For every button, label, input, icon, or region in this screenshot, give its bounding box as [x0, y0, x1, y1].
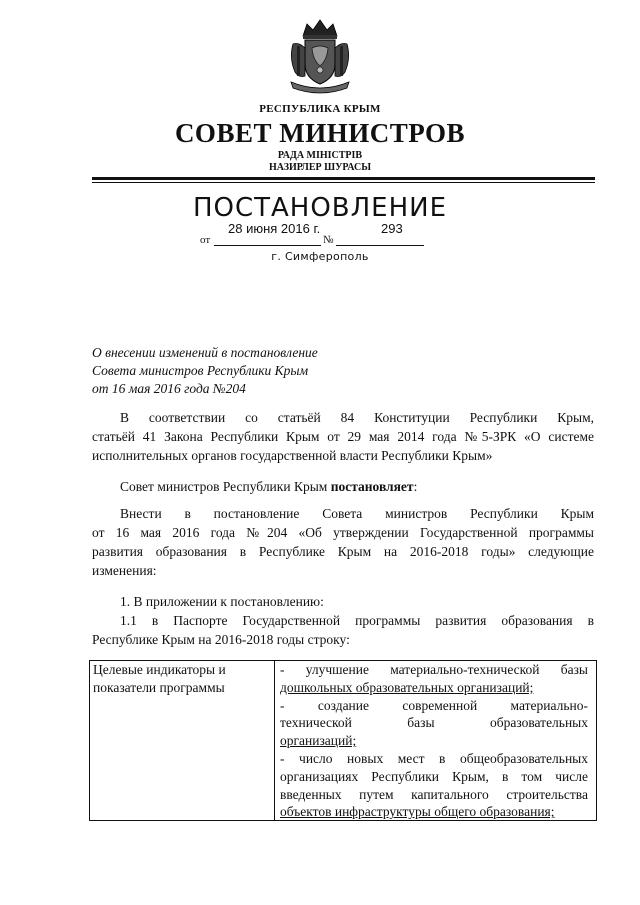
paragraph-line: Внести в постановление Совета министров Республики Крым: [120, 506, 594, 521]
document-date: 28 июня 2016 г.: [228, 221, 321, 236]
paragraph-line: статьёй 41 Закона Республики Крым от 29 мая 2014 года №5-ЗРК «О системе: [92, 429, 594, 444]
paragraph-line: от 16 мая 2016 года №204 «Об утверждении Государственной программы: [92, 525, 594, 540]
table-cell-value: [280, 661, 588, 821]
cell-line: - создание современной материально-: [280, 697, 588, 713]
paragraph-line: В соответствии со статьёй 84 Конституции Республики Крым,: [120, 410, 594, 425]
header-rule-thin: [92, 182, 595, 183]
item-paragraph: [92, 592, 594, 649]
header-rule-thick: [92, 177, 595, 180]
table-column-divider: [274, 661, 275, 820]
program-indicators-table: [89, 660, 597, 821]
document-subject: [92, 344, 412, 398]
cell-line: объектов инфраструктуры общего образования;: [280, 804, 555, 820]
council-name-ukrainian: РАДА МІНІСТРІВ: [277, 150, 363, 161]
cell-line: Целевые индикаторы и: [93, 662, 226, 677]
table-cell-label: [93, 661, 271, 697]
cell-line: технической базы образовательных: [280, 715, 588, 731]
number-label: №: [323, 234, 334, 246]
paragraph-line: 1.1 в Паспорте Государственной программы развития образования в: [120, 613, 594, 628]
paragraph-line: развития образования в Республике Крым на 2016-2018 годы» следующие: [92, 544, 594, 559]
cell-line: - улучшение материально-технической базы: [280, 662, 588, 677]
document-number: 293: [381, 221, 403, 236]
number-underline: [336, 245, 424, 246]
coat-of-arms-emblem: [285, 18, 355, 96]
resolution-paragraph: [92, 477, 594, 496]
subject-line: О внесении изменений в постановление: [92, 345, 318, 360]
preamble-paragraph: [92, 408, 594, 465]
paragraph-line: [92, 477, 594, 496]
republic-name: РЕСПУБЛИКА КРЫМ: [259, 103, 381, 115]
cell-line: введенных путем капитального строительства: [280, 786, 588, 802]
resolution-text: Совет министров Республики Крым: [120, 479, 331, 494]
document-type-title: ПОСТАНОВЛЕНИЕ: [192, 193, 448, 223]
cell-line: организациях Республики Крым, в том числе: [280, 768, 588, 784]
paragraph-line: 1. В приложении к постановлению:: [120, 594, 324, 609]
resolution-colon: :: [413, 479, 418, 494]
paragraph-line: Республике Крым на 2016-2018 годы строку:: [92, 632, 350, 647]
subject-line: от 16 мая 2016 года №204: [92, 381, 246, 396]
date-underline: [214, 245, 321, 246]
cell-line: дошкольных образовательных организаций;: [280, 679, 534, 695]
resolution-keyword: постановляет: [330, 479, 414, 494]
council-name-crimean-tatar: НАЗИРЛЕР ШУРАСЫ: [268, 162, 372, 173]
cell-line: - число новых мест в общеобразовательных: [280, 750, 588, 766]
cell-line: показатели программы: [93, 680, 225, 695]
amendment-paragraph: [92, 504, 594, 580]
paragraph-line: изменения:: [92, 563, 157, 578]
council-name: СОВЕТ МИНИСТРОВ: [174, 118, 466, 148]
document-city: г. Симферополь: [271, 250, 369, 263]
from-label: от: [200, 234, 211, 246]
cell-line: организаций;: [280, 733, 357, 749]
subject-line: Совета министров Республики Крым: [92, 363, 309, 378]
paragraph-line: исполнительных органов государственной власти Республики Крым»: [92, 448, 493, 463]
